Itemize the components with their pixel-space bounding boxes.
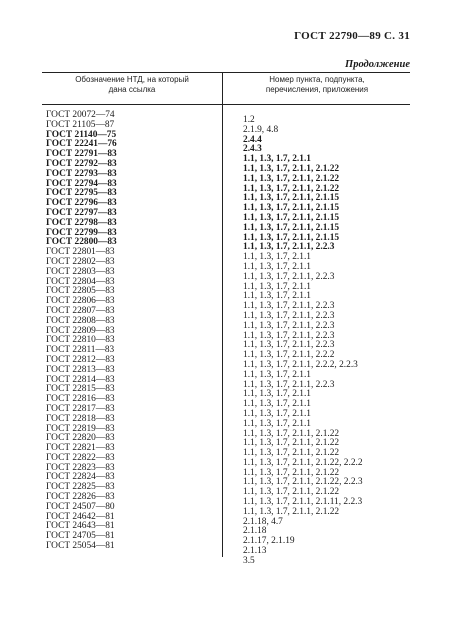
doc-cell: ГОСТ 21105—87: [46, 119, 115, 130]
ref-cell: 1.1, 1.3, 1.7, 2.1.1, 2.1.22, 2.2.2: [243, 457, 363, 468]
doc-cell: ГОСТ 22798—83: [46, 217, 117, 228]
doc-cell: ГОСТ 22810—83: [46, 335, 115, 346]
doc-cell: ГОСТ 22822—83: [46, 452, 115, 463]
doc-cell: ГОСТ 22797—83: [46, 207, 117, 218]
ref-cell: 1.1, 1.3, 1.7, 2.1.1, 2.1.22: [243, 467, 340, 478]
doc-cell: ГОСТ 22824—83: [46, 472, 115, 483]
ref-cell: 2.1.13: [243, 546, 267, 557]
ref-cell: 1.1, 1.3, 1.7, 2.1.1, 2.2.3: [243, 301, 335, 312]
ref-cell: 1.1, 1.3, 1.7, 2.1.1, 2.1.22: [243, 163, 340, 174]
ref-cell: 2.4.3: [243, 144, 262, 155]
doc-cell: ГОСТ 22813—83: [46, 364, 115, 375]
doc-cell: ГОСТ 22825—83: [46, 482, 115, 493]
doc-cell: ГОСТ 22802—83: [46, 256, 115, 267]
ref-cell: 1.1, 1.3, 1.7, 2.1.1, 2.2.2, 2.2.3: [243, 359, 358, 370]
doc-cell: ГОСТ 24507—80: [46, 501, 115, 512]
ref-cell: 1.1, 1.3, 1.7, 2.1.1, 2.1.22: [243, 173, 340, 184]
ref-cell: 1.1, 1.3, 1.7, 2.1.1, 2.2.3: [243, 340, 335, 351]
doc-cell: ГОСТ 22826—83: [46, 492, 115, 503]
doc-cell: ГОСТ 22821—83: [46, 443, 115, 454]
ref-cell: 1.1, 1.3, 1.7, 2.1.1, 2.2.3: [243, 320, 335, 331]
doc-cell: ГОСТ 22808—83: [46, 315, 115, 326]
ref-cell: 2.1.18, 4.7: [243, 516, 283, 527]
table-top-rule: [42, 72, 410, 73]
doc-cell: ГОСТ 22809—83: [46, 325, 115, 336]
doc-cell: ГОСТ 22794—83: [46, 178, 117, 189]
left-header-text: Обозначение НТД, на который дана ссылка: [75, 75, 189, 94]
doc-cell: ГОСТ 22241—76: [46, 139, 117, 150]
reference-column: [243, 116, 415, 567]
doc-cell: ГОСТ 24705—81: [46, 531, 115, 542]
ref-cell: 1.1, 1.3, 1.7, 2.1.1, 2.1.22, 2.2.3: [243, 477, 363, 488]
ref-cell: 1.1, 1.3, 1.7, 2.1.1: [243, 389, 311, 400]
ref-cell: 1.1, 1.3, 1.7, 2.1.1: [243, 281, 311, 292]
ref-cell: 1.1, 1.3, 1.7, 2.1.1: [243, 369, 311, 380]
ref-cell: 1.1, 1.3, 1.7, 2.1.1, 2.1.22: [243, 506, 340, 517]
doc-cell: ГОСТ 22820—83: [46, 433, 115, 444]
doc-cell: ГОСТ 24643—81: [46, 521, 115, 532]
doc-cell: ГОСТ 22817—83: [46, 403, 115, 414]
ref-cell: 1.1, 1.3, 1.7, 2.1.1, 2.1.22: [243, 183, 340, 194]
doc-cell: ГОСТ 22823—83: [46, 462, 115, 473]
doc-cell: ГОСТ 22814—83: [46, 374, 115, 385]
ref-cell: 1.1, 1.3, 1.7, 2.1.1, 2.1.15: [243, 193, 340, 204]
ref-cell: 1.1, 1.3, 1.7, 2.1.1: [243, 252, 311, 263]
doc-cell: ГОСТ 22811—83: [46, 345, 115, 356]
doc-cell: ГОСТ 22805—83: [46, 286, 115, 297]
right-header-text: Номер пункта, подпункта, перечисления, приложения: [265, 75, 369, 94]
ref-cell: 1.1, 1.3, 1.7, 2.1.1: [243, 408, 311, 419]
right-column-header: [222, 75, 412, 94]
doc-cell: ГОСТ 22792—83: [46, 158, 117, 169]
ref-cell: 1.1, 1.3, 1.7, 2.1.1: [243, 399, 311, 410]
doc-cell: ГОСТ 22799—83: [46, 227, 117, 238]
continuation-label: Продолжение: [345, 59, 410, 70]
doc-cell: ГОСТ 22800—83: [46, 237, 117, 248]
doc-cell: ГОСТ 22818—83: [46, 413, 115, 424]
doc-cell: ГОСТ 22795—83: [46, 188, 117, 199]
doc-cell: ГОСТ 22801—83: [46, 247, 115, 258]
ref-cell: 1.1, 1.3, 1.7, 2.1.1, 2.1.22: [243, 448, 340, 459]
ref-cell: 1.1, 1.3, 1.7, 2.1.1, 2.2.3: [243, 379, 335, 390]
doc-cell: ГОСТ 22793—83: [46, 168, 117, 179]
doc-cell: ГОСТ 24642—81: [46, 511, 115, 522]
left-column-header: [42, 75, 222, 94]
ref-cell: 1.1, 1.3, 1.7, 2.1.1, 2.2.2: [243, 350, 335, 361]
ref-cell: 1.1, 1.3, 1.7, 2.1.1: [243, 418, 311, 429]
doc-cell: ГОСТ 22791—83: [46, 149, 117, 160]
document-column: [46, 111, 216, 552]
ref-cell: 1.1, 1.3, 1.7, 2.1.1: [243, 154, 311, 165]
doc-cell: ГОСТ 22806—83: [46, 296, 115, 307]
doc-cell: ГОСТ 22819—83: [46, 423, 115, 434]
ref-cell: 1.1, 1.3, 1.7, 2.1.1, 2.1.15: [243, 212, 340, 223]
ref-cell: 3.5: [243, 555, 255, 566]
ref-cell: 1.1, 1.3, 1.7, 2.1.1: [243, 291, 311, 302]
doc-cell: ГОСТ 22803—83: [46, 266, 115, 277]
ref-cell: 1.1, 1.3, 1.7, 2.1.1, 2.1.15: [243, 203, 340, 214]
page-header: ГОСТ 22790—89 С. 31: [294, 30, 410, 42]
doc-cell: ГОСТ 25054—81: [46, 541, 115, 552]
ref-cell: 1.1, 1.3, 1.7, 2.1.1, 2.1.22: [243, 438, 340, 449]
doc-cell: ГОСТ 22804—83: [46, 276, 115, 287]
table-header-rule: [42, 104, 410, 105]
ref-cell: 1.1, 1.3, 1.7, 2.1.1, 2.1.15: [243, 222, 340, 233]
doc-cell: ГОСТ 20072—74: [46, 110, 115, 120]
ref-cell: 1.1, 1.3, 1.7, 2.1.1, 2.2.3: [243, 242, 335, 253]
ref-cell: 1.1, 1.3, 1.7, 2.1.1, 2.2.3: [243, 271, 335, 282]
ref-cell: 1.1, 1.3, 1.7, 2.1.1: [243, 261, 311, 272]
doc-cell: ГОСТ 22796—83: [46, 198, 117, 209]
ref-cell: 1.1, 1.3, 1.7, 2.1.1, 2.2.3: [243, 310, 335, 321]
ref-cell: 2.1.17, 2.1.19: [243, 536, 295, 547]
ref-cell: 1.1, 1.3, 1.7, 2.1.1, 2.1.15: [243, 232, 340, 243]
ref-cell: 1.1, 1.3, 1.7, 2.1.1, 2.1.22: [243, 487, 340, 498]
doc-cell: ГОСТ 22815—83: [46, 384, 115, 395]
doc-cell: ГОСТ 21140—75: [46, 129, 117, 140]
ref-cell: 2.1.18: [243, 526, 267, 537]
ref-cell: 2.1.9, 4.8: [243, 124, 279, 135]
ref-cell: 1.1, 1.3, 1.7, 2.1.1, 2.1.22: [243, 428, 340, 439]
ref-cell: 2.4.4: [243, 134, 262, 145]
doc-cell: ГОСТ 22812—83: [46, 354, 115, 365]
ref-cell: 1.1, 1.3, 1.7, 2.1.1, 2.2.3: [243, 330, 335, 341]
doc-cell: ГОСТ 22807—83: [46, 305, 115, 316]
doc-cell: ГОСТ 22816—83: [46, 394, 115, 405]
ref-cell: 1.1, 1.3, 1.7, 2.1.1, 2.1.11, 2.2.3: [243, 497, 363, 508]
column-divider: [222, 72, 223, 557]
ref-cell: 1.2: [243, 115, 255, 125]
